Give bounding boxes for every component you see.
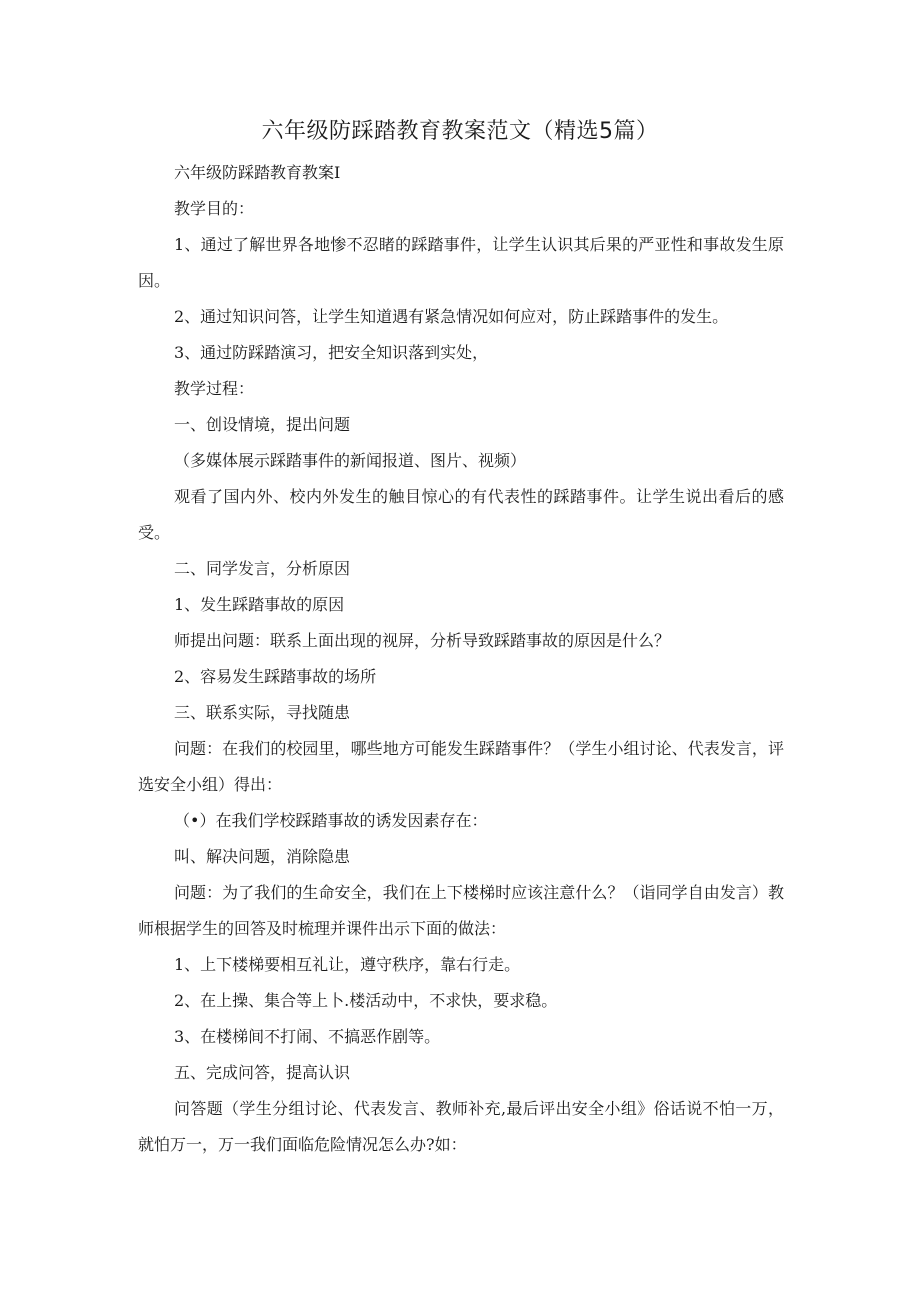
paragraph-rule-2: 2、在上操、集合等上卜.楼活动中，不求快，要求稳。	[174, 991, 558, 1010]
paragraph-objective-1: 1、通过了解世界各地惨不忍睹的踩踏事件，让学生认识其后果的严亚性和事故发生原因。	[138, 235, 784, 290]
paragraph-factors: （•）在我们学校踩踏事故的诱发因素存在：	[174, 811, 488, 830]
paragraph-campus-question: 问题：在我们的校园里，哪些地方可能发生踩踏事件？（学生小组讨论、代表发言，评选安全小组）得出：	[138, 739, 784, 794]
paragraph-quiz: 问答题（学生分组讨论、代表发言、教师补充,最后评出安全小组》俗话说不怕一万，就怕万一，万一我们面临危险情况怎么办?如：	[138, 1099, 784, 1154]
paragraph-objective-3: 3、通过防踩踏演习，把安全知识落到实处，	[174, 343, 489, 362]
paragraph-watch-events: 观看了国内外、校内外发生的触目惊心的有代表性的踩踏事件。让学生说出看后的感受。	[138, 487, 784, 542]
paragraph-section-3-heading: 三、联系实际，寻找随患	[174, 703, 351, 722]
paragraph-lesson-heading: 六年级防踩踏教育教案I	[174, 163, 341, 182]
paragraph-objective-2: 2、通过知识问答，让学生知道遇有紧急情况如何应对，防止踩踏事件的发生。	[174, 307, 729, 326]
paragraph-section-5-heading: 五、完成问答，提高认识	[174, 1063, 351, 1082]
paragraph-stairs-question: 问题：为了我们的生命安全，我们在上下楼梯时应该注意什么？（诣同学自由发言）教师根据学生的回答及时梳理并课件出示下面的做法：	[138, 883, 784, 938]
document-body	[138, 155, 784, 1163]
paragraph-process-heading: 教学过程：	[174, 379, 255, 398]
paragraph-section-4-heading: 叫、解决问题，消除隐患	[174, 847, 351, 866]
paragraph-causes-heading: 1、发生踩踏事故的原因	[174, 595, 345, 614]
paragraph-teacher-question: 师提出问题：联系上面出现的视屏，分析导致踩踏事故的原因是什么？	[174, 631, 671, 650]
document-title: 六年级防踩踏教育教案范文（精选5篇）	[261, 119, 659, 144]
paragraph-rule-1: 1、上下楼梯要相互礼让，遵守秩序，靠右行走。	[174, 955, 521, 974]
paragraph-section-2-heading: 二、同学发言，分析原因	[174, 559, 351, 578]
paragraph-objectives-heading: 教学目的：	[174, 199, 255, 218]
paragraph-multimedia-note: （多媒体展示踩踏事件的新闻报道、图片、视频）	[174, 451, 527, 470]
paragraph-places-heading: 2、容易发生踩踏事故的场所	[174, 667, 377, 686]
paragraph-section-1-heading: 一、创设情境，提出问题	[174, 415, 351, 434]
paragraph-rule-3: 3、在楼梯间不打闹、不搞恶作剧等。	[174, 1027, 441, 1046]
